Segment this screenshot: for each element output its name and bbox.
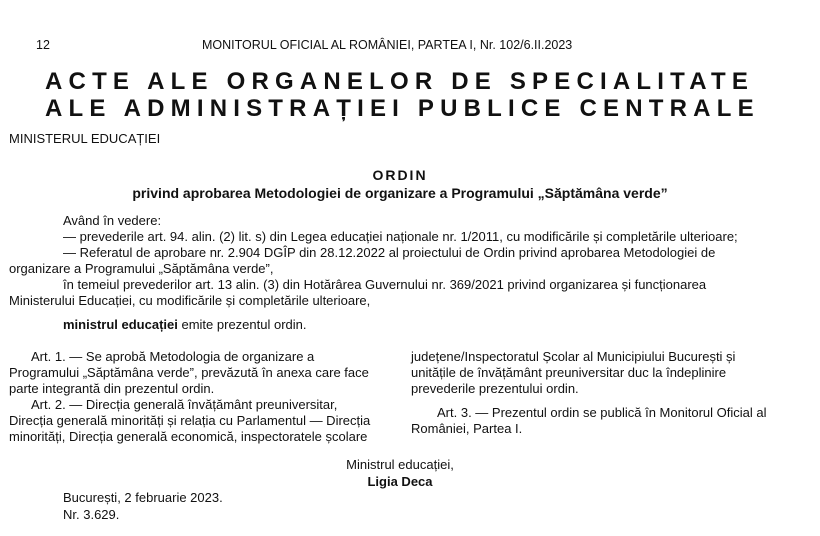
signature-name: Ligia Deca	[367, 474, 433, 489]
preamble-item2-line2: organizare a Programului „Săptămâna verde”,	[9, 261, 274, 276]
art2-right-line2: unitățile de învățământ preuniversitar duc la îndeplinire	[411, 365, 727, 380]
order-number: Nr. 3.629.	[63, 507, 120, 522]
minister-emits-text: emite prezentul ordin.	[177, 317, 307, 332]
art1-line3: parte integrantă din prezentul ordin.	[9, 381, 215, 396]
preamble-basis-line2: Ministerului Educației, cu modificările și completările ulterioare,	[9, 293, 371, 308]
issuer: MINISTERUL EDUCAȚIEI	[9, 131, 161, 146]
art2-right-line1: județene/Inspectoratul Școlar al Municipiului București și	[411, 349, 736, 364]
section-title-line2: ALE ADMINISTRAȚIEI PUBLICE CENTRALE	[45, 95, 760, 122]
page-number: 12	[36, 38, 50, 52]
minister-emits	[63, 317, 307, 333]
preamble-item1: — prevederile art. 94. alin. (2) lit. s) din Legea educației naționale nr. 1/2011, cu modificările și completările ulterioare;	[63, 229, 738, 244]
preamble-item2-line1: — Referatul de aprobare nr. 2.904 DGÎP din 28.12.2022 al proiectului de Ordin privind aprobarea Metodologiei de	[63, 245, 716, 260]
art2-line1: Art. 2. — Direcția generală învățământ preuniversitar,	[31, 397, 338, 412]
art3-line1: Art. 3. — Prezentul ordin se publică în Monitorul Oficial al	[437, 405, 767, 420]
art2-right-line3: prevederile prezentului ordin.	[411, 381, 579, 396]
preamble-basis-line1: în temeiul prevederilor art. 13 alin. (3) din Hotărârea Guvernului nr. 369/2021 privind organizarea și funcționarea	[63, 277, 707, 292]
minister-label: ministrul educației	[63, 317, 178, 332]
art2-line3: minorități, Direcția generală economică, inspectoratele școlare	[9, 429, 368, 444]
signature-title: Ministrul educației,	[346, 457, 454, 472]
art1-line1: Art. 1. — Se aprobă Metodologia de organizare a	[31, 349, 315, 364]
publication-header: MONITORUL OFICIAL AL ROMÂNIEI, PARTEA I, Nr. 102/6.II.2023	[202, 38, 573, 52]
art2-line2: Direcția generală minorități și relația cu Parlamentul — Direcția	[9, 413, 371, 428]
art1-line2: Programului „Săptămâna verde”, prevăzută în anexa care face	[9, 365, 369, 380]
order-subtitle: privind aprobarea Metodologiei de organizare a Programului „Săptămâna verde”	[132, 185, 668, 201]
section-title-line1: ACTE ALE ORGANELOR DE SPECIALITATE	[45, 68, 755, 95]
place-date: București, 2 februarie 2023.	[63, 490, 223, 505]
art3-line2: României, Partea I.	[411, 421, 523, 436]
order-title: ORDIN	[372, 167, 428, 183]
preamble-intro: Având în vedere:	[63, 213, 162, 228]
